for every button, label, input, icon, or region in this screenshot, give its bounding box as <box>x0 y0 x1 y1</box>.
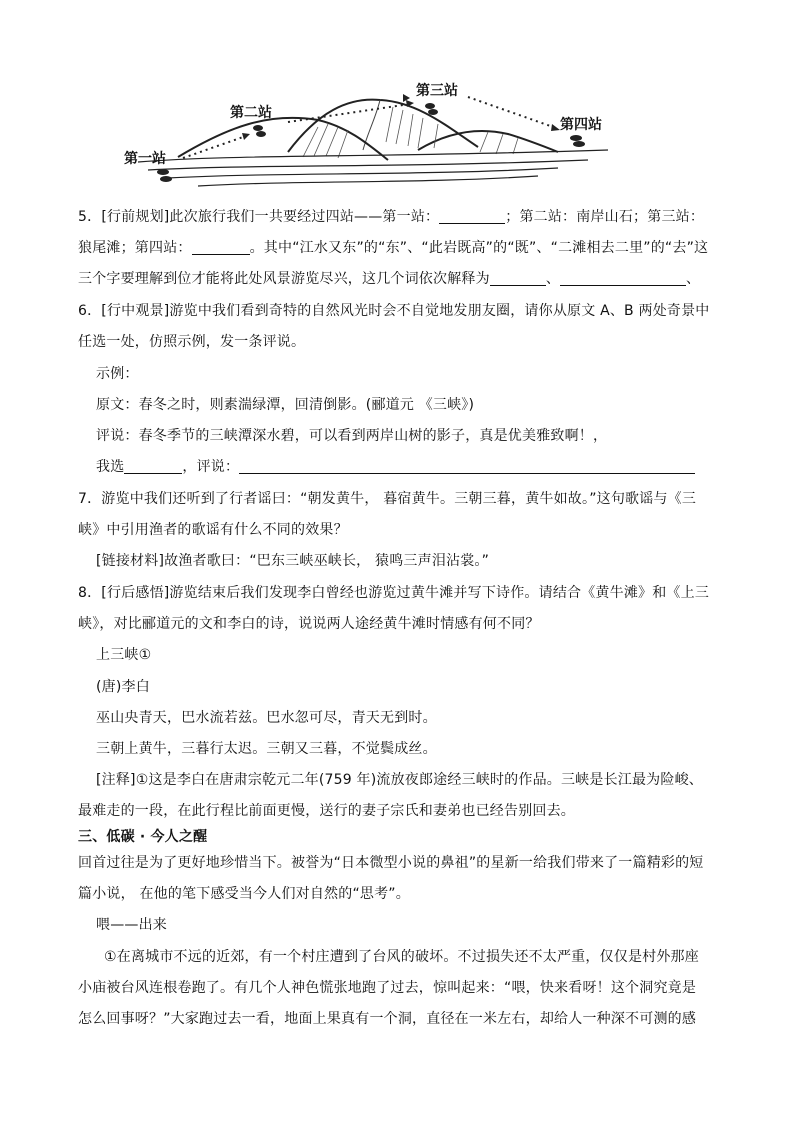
q7-line-2: 峡》中引用渔者的歌谣有什么不同的效果？ <box>78 522 348 538</box>
poem-title: 上三峡① <box>96 647 152 663</box>
section-3-intro-line-1: 回首过往是为了更好地珍惜当下。被誉为“日本微型小说的鼻祖”的星新一给我们带来了一篇精彩的短 <box>78 855 704 871</box>
poem-note-line-2: 最难走的一段，在此行程比前面更慢，送行的妻子宗氏和妻弟也已经告别回去。 <box>78 803 575 819</box>
q5-line-1 <box>78 207 704 227</box>
story-paragraph-1-line-3: 怎么回事呀？”大家跑过去一看，地面上果真有一个洞，直径在一米左右，却给人一种深不可测的感 <box>78 1011 697 1027</box>
q7-line-1: 7．游览中我们还听到了行者谣曰：“朝发黄牛， 暮宿黄牛。三朝三暮，黄牛如故。”这句歌谣与《三 <box>78 491 697 507</box>
poem-line-1: 巫山央青天，巴水流若兹。巴水忽可尽，青天无到时。 <box>96 710 437 726</box>
answer-blank-word-1[interactable] <box>490 270 546 286</box>
q6-answer-line <box>96 457 695 477</box>
q5-separator-1: 、 <box>545 271 561 287</box>
q5-number: 5． <box>78 209 102 225</box>
q6-example-comment: 评说：春冬季节的三峡潭深水碧，可以看到两岸山树的影子，真是优美雅致啊！， <box>96 428 608 444</box>
story-paragraph-1-line-2: 小庙被台风连根卷跑了。有几个人神色慌张地跑了过去，惊叫起来：“喂，快来看呀！这个洞究竟是 <box>78 980 697 996</box>
section-3-intro-line-2: 篇小说， 在他的笔下感受当今人们对自然的“思考”。 <box>78 886 410 902</box>
station-1-label: 第一站 <box>124 151 166 167</box>
station-2-label: 第二站 <box>230 105 272 121</box>
q5-text-1a: [行前规划]此次旅行我们一共要经过四站——第一站： <box>101 209 440 225</box>
answer-blank-station-4[interactable] <box>192 239 250 255</box>
q6-comment-label: ，评说： <box>182 459 240 475</box>
q8-line-2: 峡》，对比郦道元的文和李白的诗，说说两人途经黄牛滩时情感有何不同？ <box>78 616 540 632</box>
q6-choose-label: 我选 <box>96 459 125 475</box>
station-4-label: 第四站 <box>560 117 602 133</box>
q6-example-label: 示例： <box>96 366 139 382</box>
q6-line-2: 任选一处，仿照示例，发一条评说。 <box>78 334 306 350</box>
q7-link-material: [链接材料]故渔者歌曰：“巴东三峡巫峡长， 猿鸣三声泪沾裳。” <box>96 553 490 569</box>
poem-note-line-1: [注释]①这是李白在唐肃宗乾元二年(759 年)流放夜郎途经三峡时的作品。三峡是长江最为险峻、 <box>96 772 703 788</box>
q6-example-source: 原文：春冬之时，则素湍绿潭，回清倒影。(郦道元 《三峡》) <box>96 397 475 413</box>
q5-line-3 <box>78 269 700 289</box>
q6-line-1: 6．[行中观景]游览中我们看到奇特的自然风光时会不自觉地发朋友圈，请你从原文 A、B 两处奇景中 <box>78 303 710 319</box>
answer-blank-word-2[interactable] <box>560 270 686 286</box>
mountain-drawing <box>118 72 618 197</box>
answer-blank-choice[interactable] <box>124 458 182 474</box>
story-paragraph-1-line-1: ①在离城市不远的近郊，有一个村庄遭到了台风的破坏。不过损失还不太严重，仅仅是村外那座 <box>104 949 699 965</box>
route-illustration <box>118 72 618 197</box>
section-3-heading: 三、低碳 · 今人之醒 <box>78 829 208 845</box>
q5-separator-2: 、 <box>686 271 701 287</box>
poem-author: (唐)李白 <box>96 679 150 695</box>
q5-text-1b: ；第二站：南岸山石；第三站： <box>505 209 705 225</box>
answer-blank-comment[interactable] <box>239 458 695 474</box>
q5-text-2a: 狼尾滩；第四站： <box>78 240 192 256</box>
q5-text-3a: 三个字要理解到位才能将此处风景游览尽兴，这几个词依次解释为 <box>78 271 490 287</box>
poem-line-2: 三朝上黄牛，三暮行太迟。三朝又三暮，不觉鬓成丝。 <box>96 741 437 757</box>
q5-line-2 <box>78 238 708 258</box>
station-3-label: 第三站 <box>416 83 458 99</box>
story-title: 喂——出来 <box>96 917 167 933</box>
q5-text-2b: 。其中“江水又东”的“东”、“此岩既高”的“既”、“二滩相去二里”的“去”这 <box>249 240 709 256</box>
answer-blank-station-1[interactable] <box>439 208 505 224</box>
q8-line-1: 8．[行后感悟]游览结束后我们发现李白曾经也游览过黄牛滩并写下诗作。请结合《黄牛滩》和《上三 <box>78 585 710 601</box>
